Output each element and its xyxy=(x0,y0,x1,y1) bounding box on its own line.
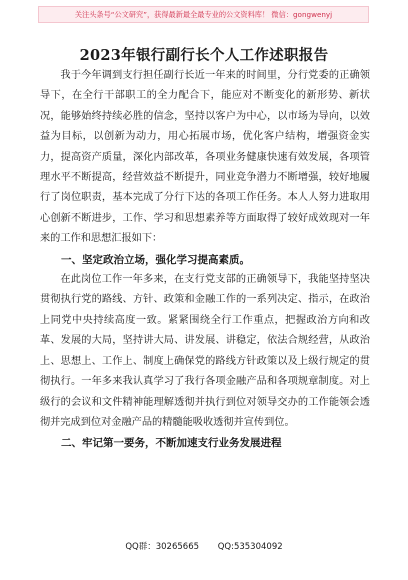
qq-group-text: QQ群：30265665 xyxy=(125,542,200,552)
section-heading-1: 一、坚定政治立场，强化学习提高素质。 xyxy=(61,253,250,266)
section-heading-2: 二、牢记第一要务，不断加速支行业务发展进程 xyxy=(61,437,282,450)
section-body-1: 在此岗位工作一年多来，在支行党支部的正确领导下，我能坚持坚决贯彻执行党的路线、方针、政策和金融工作的一系列决定、指示，在政治上同党中央持续高度一致。紧紧围绕全行工作重点，把握政治方向和改革、发展的大局，坚持讲大局、讲发展、讲稳定，依法合规经营，从政治上、思想上、工作上、制度上确保党的路线方针政策以及上级行规定的贯彻执行。一年多来我认真学习了我行各项金融产品和各项规章制度。对上级行的会议和文件精神能理解透彻并执行到位对领导交办的工作能领会透彻并完成到位对金融产品的精髓能吸收透彻并宣传到位。 xyxy=(40,274,370,428)
document-title: 2023年银行副行长个人工作述职报告 xyxy=(79,47,329,64)
qq-number-text: QQ:535304092 xyxy=(217,542,283,552)
document-body xyxy=(40,66,370,454)
contact-footer xyxy=(0,540,408,552)
promo-banner: 关注头条号“公文研究”，获得最新最全最专业的公文资料库！ 微信：gongwenyj xyxy=(38,6,369,23)
intro-paragraph: 我于今年调到支行担任副行长近一年来的时间里，分行党委的正确领导下，在全行干部职工的全力配合下，能应对不断变化的新形势、新状况，能够始终持续必胜的信念，坚持以客户为中心，以市场为导向，以效益为目标，以创新为动力，用心拓展市场，优化客户结构，增强资金实力，提高资产质量，深化内部改革，各项业务健康快速有效发展，各项管理水平不断提高，经营效益不断提升，同业竞争潜力不断增强，较好地履行了岗位职责，基本完成了分行下达的各项工作任务。本人人努力进取用心创新不断进步，工作、学习和思想素养等方面取得了较好成效现对一年来的工作和思想汇报如下： xyxy=(40,70,370,245)
